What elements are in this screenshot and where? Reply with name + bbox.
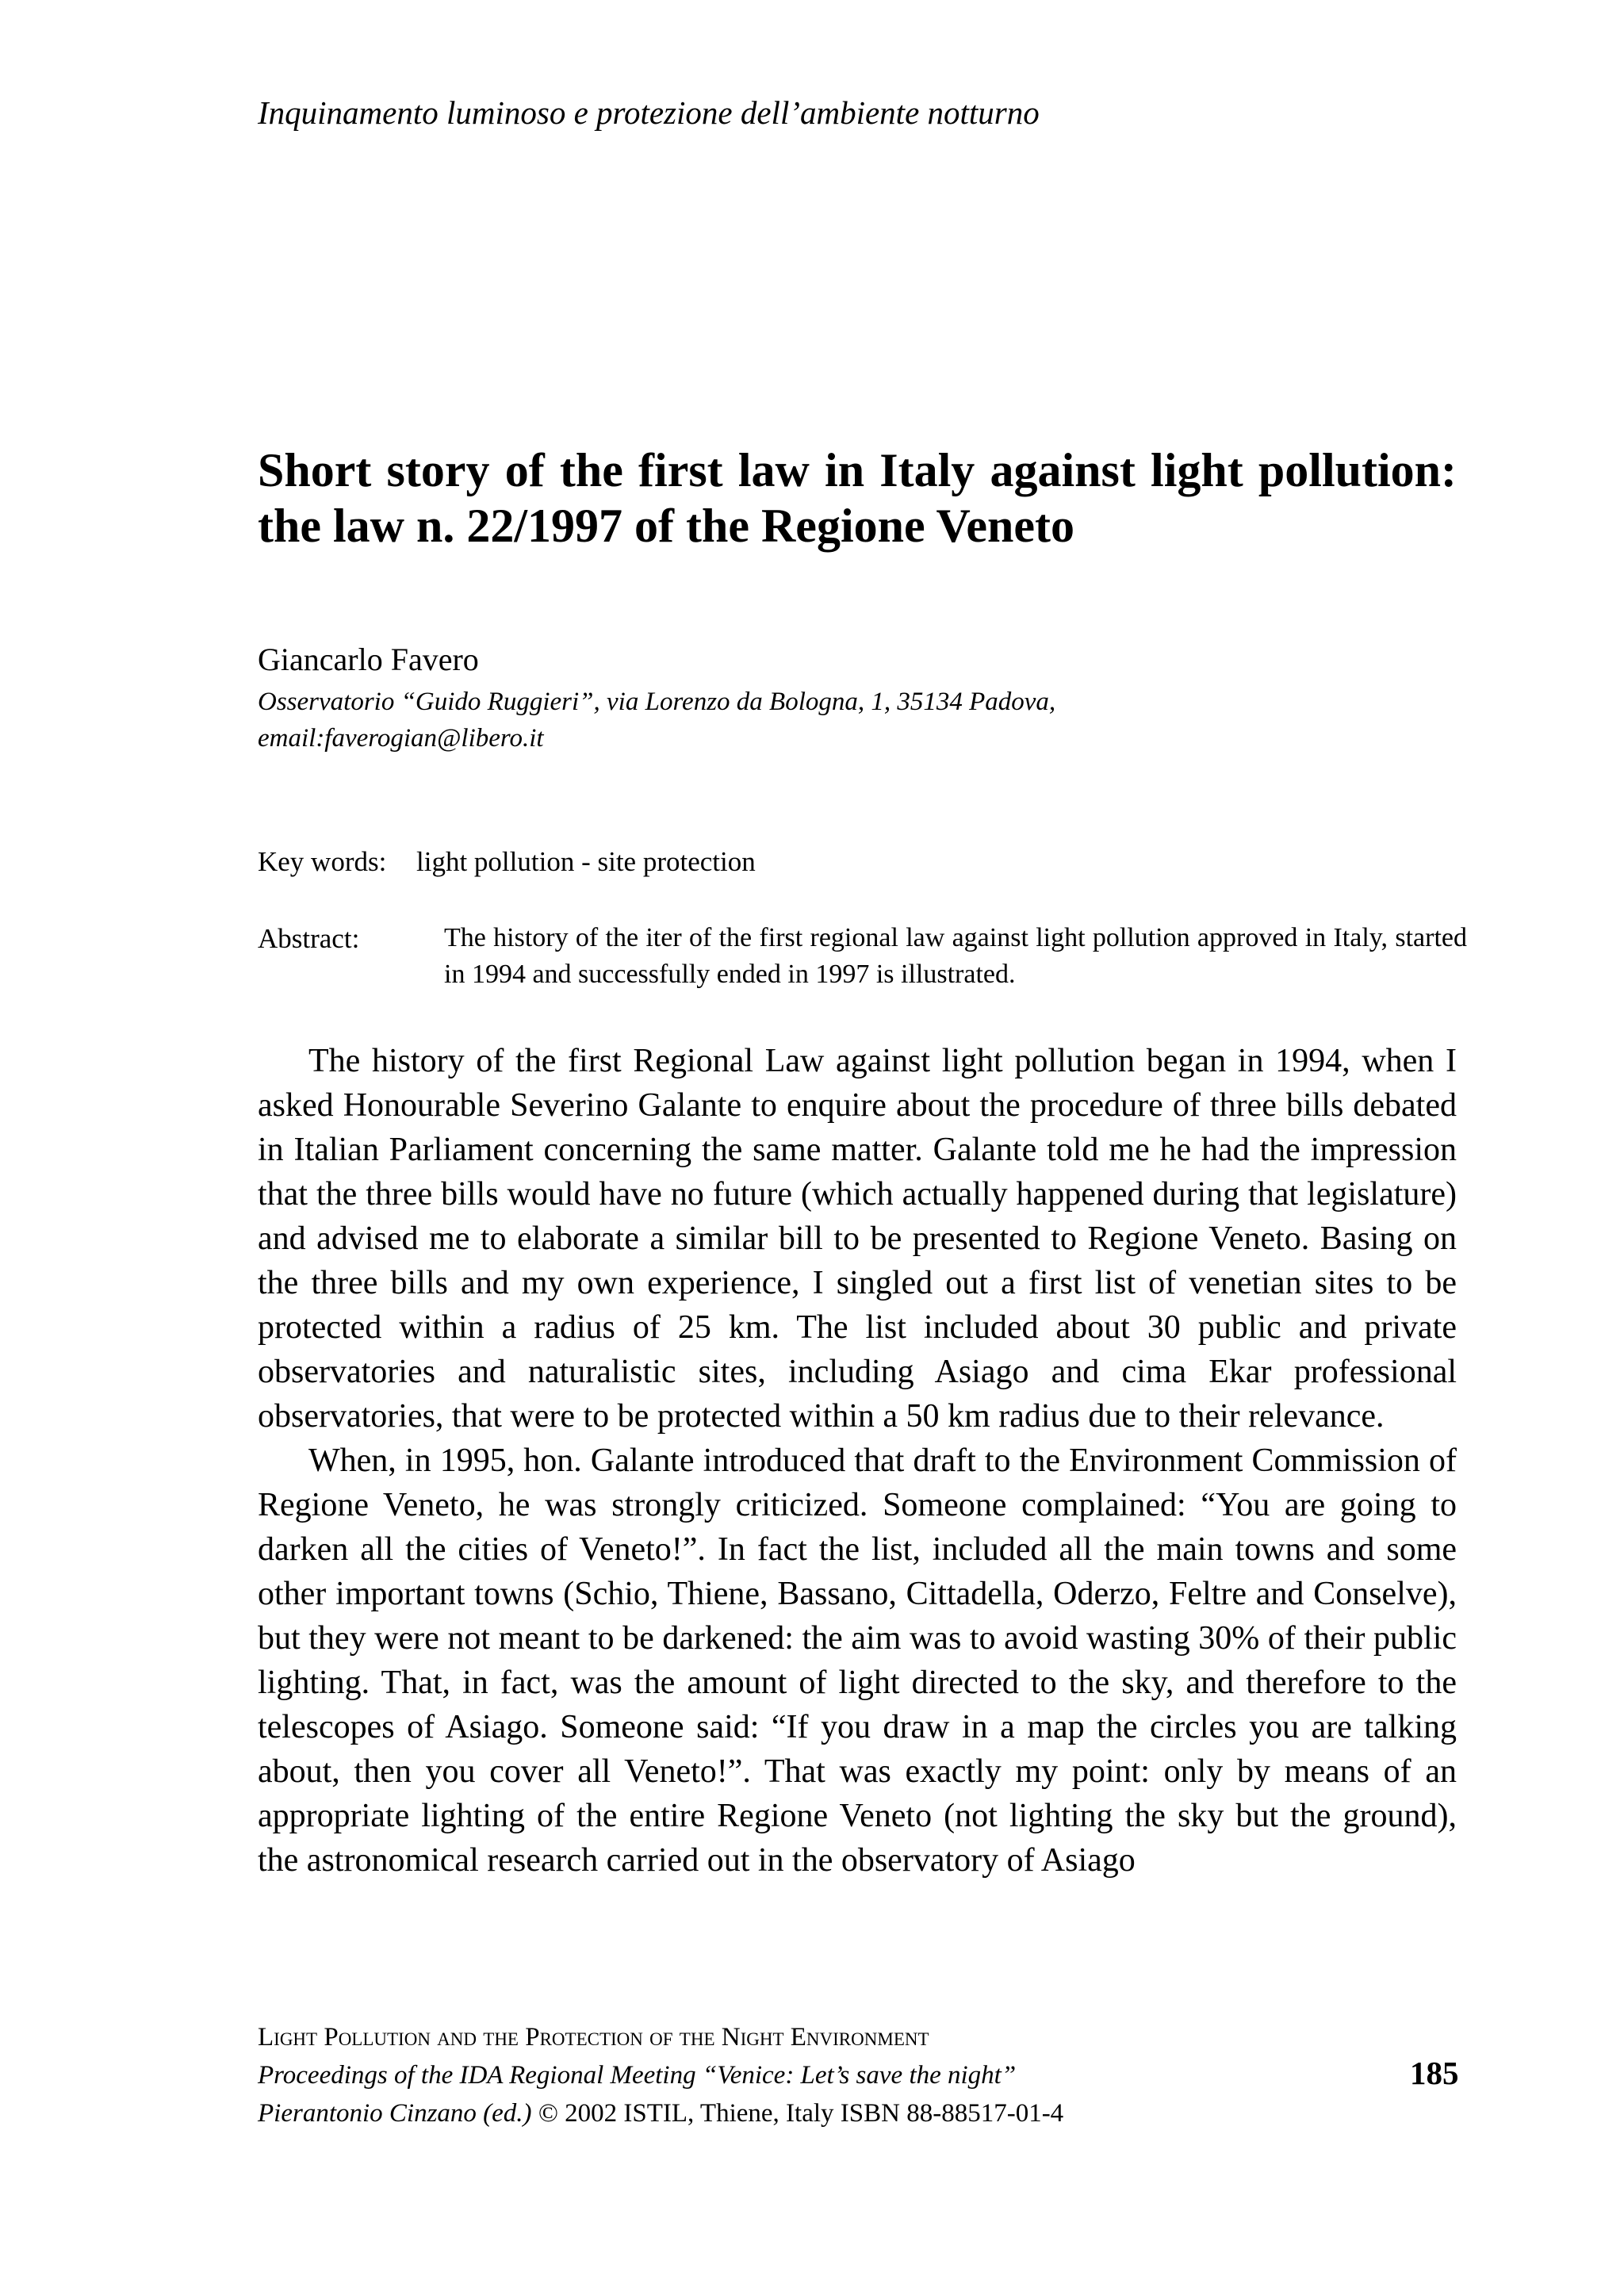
body-paragraph-1: The history of the first Regional Law against light pollution began in 1994, when I asked Honourable Severino Galante to enquire about the procedure of three bills debated in Italian Parliament concerning the same matter. Galante told me he had the impression that the three bills would have no future (which actually happened during that legislature) and advised me to elaborate a similar bill to be presented to Regione Veneto. Basing on the three bills and my own experience, I singled out a first list of venetian sites to be protected within a radius of 25 km. The list included about 30 public and private observatories and naturalistic sites, including Asiago and cima Ekar professional observatories, that were to be protected within a 50 km radius due to their relevance. <box>258 1043 1457 1435</box>
author-affiliation: Osservatorio “Guido Ruggieri”, via Lorenzo da Bologna, 1, 35134 Padova, <box>258 688 1056 716</box>
abstract-label: Abstract: <box>258 923 360 954</box>
body-paragraph-2: When, in 1995, hon. Galante introduced that draft to the Environment Commission of Regione Veneto, he was strongly criticized. Someone complained: “You are going to darken all the cities of Veneto!”. In fact the list, included all the main towns and some other important towns (Schio, Thiene, Bassano, Cittadella, Oderzo, Feltre and Conselve), but they were not meant to be darkened: the aim was to avoid wasting 30% of their public lighting. That, in fact, was the amount of light directed to the sky, and therefore to the telescopes of Asiago. Someone said: “If you draw in a map the circles you are talking about, then you cover all Veneto!”. That was exactly my point: only by means of an appropriate lighting of the entire Regione Veneto (not lighting the sky but the ground), the astronomical research carried out in the observatory of Asiago <box>258 1442 1457 1879</box>
author-name: Giancarlo Favero <box>258 642 479 677</box>
paper-title: Short story of the first law in Italy against light pollution: the law n. 22/1997 of the Regione Veneto <box>258 444 1457 552</box>
running-header: Inquinamento luminoso e protezione dell’ambiente notturno <box>258 94 1040 131</box>
footer-proceedings: Proceedings of the IDA Regional Meeting “Venice: Let’s save the night” <box>258 2061 1017 2090</box>
body-text <box>258 1039 1457 1883</box>
author-affiliation-block <box>258 684 1495 757</box>
page-number: 185 <box>1410 2055 1459 2091</box>
author-email: email:faverogian@libero.it <box>258 724 544 753</box>
footer-series-title: Light Pollution and the Protection of the Night Environment <box>258 2023 929 2052</box>
keywords-text: light pollution - site protection <box>416 846 756 877</box>
page-footer <box>258 2018 1479 2132</box>
footer-editor: Pierantonio Cinzano (ed.) <box>258 2099 532 2128</box>
abstract-text: The history of the iter of the first regional law against light pollution approved in Italy, started in 1994 and successfully ended in 1997 is illustrated. <box>444 923 1467 989</box>
keywords <box>258 845 756 879</box>
keywords-label: Key words: <box>258 846 387 877</box>
footer-publisher: © 2002 ISTIL, Thiene, Italy ISBN 88-88517-01-4 <box>538 2099 1064 2128</box>
footer-publication-line <box>258 2094 1479 2132</box>
